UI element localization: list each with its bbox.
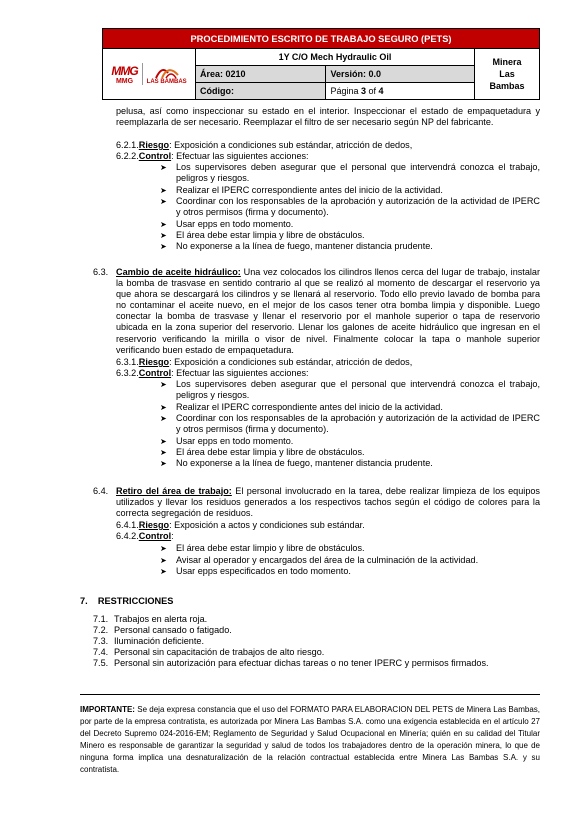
- arrow-bullet-icon: ➤: [160, 197, 167, 206]
- list-item-text: Realizar el IPERC correspondiente antes del inicio de la actividad.: [176, 185, 443, 195]
- riesgo-6-4-1: [116, 520, 365, 531]
- version-field: Versión: 0.0: [326, 66, 475, 83]
- arrow-bullet-icon: ➤: [160, 544, 167, 553]
- list-item-text: No exponerse a la línea de fuego, mantener distancia prudente.: [176, 458, 433, 468]
- control-label: Control: [138, 531, 172, 541]
- list-item-text: Coordinar con los responsables de la aprobación y autorización de la actividad de IPERC y otros permisos (firma y documento).: [176, 413, 540, 435]
- las-bambas-logo-text: LAS BAMBAS: [146, 79, 187, 85]
- arrow-bullet-icon: ➤: [160, 448, 167, 457]
- footer-divider: [80, 694, 540, 695]
- arrow-bullet-icon: ➤: [160, 567, 167, 576]
- restriction-text: Personal sin capacitación de trabajos de alto riesgo.: [114, 647, 325, 657]
- list-item-text: Usar epps en todo momento.: [176, 219, 294, 229]
- page-current: 3: [361, 86, 367, 96]
- arrow-bullet-icon: ➤: [160, 380, 167, 389]
- riesgo-number: 6.3.1.: [116, 357, 139, 367]
- mmg-logo-mark: MMG: [111, 63, 138, 78]
- area-field: Área: 0210: [196, 66, 326, 83]
- company-name-line2: Las: [499, 69, 515, 79]
- footer-notice: [80, 704, 540, 776]
- riesgo-6-2-1: [116, 140, 412, 151]
- riesgo-number: 6.4.1.: [116, 520, 139, 530]
- control-6-4-2: [116, 531, 174, 542]
- riesgo-text: : Exposición a condiciones sub estándar, atricción de dedos,: [169, 357, 413, 367]
- restriction-number: 7.5.: [93, 658, 109, 668]
- control-text: : Efectuar las siguientes acciones:: [171, 151, 309, 161]
- restriction-text: Iluminación deficiente.: [114, 636, 204, 646]
- list-item-text: No exponerse a la línea de fuego, mantener distancia prudente.: [176, 241, 433, 251]
- page-total: 4: [378, 86, 384, 96]
- section-6-4-paragraph: [116, 486, 540, 519]
- section-6-4-number: 6.4.: [93, 486, 109, 496]
- document-header: [102, 28, 540, 100]
- control-label: Control: [138, 368, 172, 378]
- footer-label: IMPORTANTE:: [80, 705, 135, 714]
- restriction-text: Personal cansado o fatigado.: [114, 625, 232, 635]
- arrow-bullet-icon: ➤: [160, 163, 167, 172]
- control-number: 6.2.2.: [116, 151, 139, 161]
- restriction-number: 7.4.: [93, 647, 109, 657]
- page-of: of: [366, 86, 379, 96]
- arrow-bullet-icon: ➤: [160, 231, 167, 240]
- arrow-bullet-icon: ➤: [160, 414, 167, 423]
- restriction-item: [93, 625, 232, 636]
- control-label: Control: [138, 151, 172, 161]
- codigo-field: Código:: [196, 83, 326, 100]
- restriction-text: Trabajos en alerta roja.: [114, 614, 208, 624]
- control-number: 6.3.2.: [116, 368, 139, 378]
- logo-cell: [103, 49, 196, 100]
- restriction-text: Personal sin autorización para efectuar dichas tareas o no tener IPERC y permisos firmados.: [114, 658, 489, 668]
- section-6-4-text: El personal involucrado en la tarea, debe realizar limpieza de los equipos utilizados y llevar los residuos generados a los respectivos tachos según el código de colores para la correcta segregación de residuos.: [116, 486, 540, 519]
- footer-text: Se deja expresa constancia que el uso del FORMATO PARA ELABORACION DEL PETS de Minera Las Bambas, por parte de la empresa contratista, es autorizada por Minera Las Bambas S.A. como una exigencia establecida en el artículo 27 del Decreto Supremo 024-2016-EM; Reglamento de Seguridad y Salud Ocupacional en Minería; quién en su calidad del Titular Minero es responsable de garantizar la seguridad y salud de todos los trabajadores dentro de la operación minera, lo que de ninguna forma implica una desnaturalización de la relación contractual establecida entre Minera Las Bambas S.A. y su contratista.: [80, 705, 540, 774]
- restriction-number: 7.3.: [93, 636, 109, 646]
- document-name: 1Y C/O Mech Hydraulic Oil: [196, 49, 475, 66]
- mmg-logo-text: MMG: [115, 77, 134, 85]
- list-item-text: Realizar el IPERC correspondiente antes del inicio de la actividad.: [176, 402, 443, 412]
- arrow-bullet-icon: ➤: [160, 403, 167, 412]
- arrow-bullet-icon: ➤: [160, 459, 167, 468]
- restriction-item: [93, 647, 324, 658]
- arrow-bullet-icon: ➤: [160, 437, 167, 446]
- list-item-text: Los supervisores deben asegurar que el personal que intervendrá conozca el trabajo, peligros y riesgos.: [176, 162, 540, 184]
- riesgo-text: : Exposición a actos y condiciones sub estándar.: [169, 520, 365, 530]
- section-6-3-title: Cambio de aceite hidráulico:: [116, 267, 241, 277]
- section-6-3-text: Una vez colocados los cilindros llenos cerca del lugar de trabajo, instalar la bomba de trasvase en sentido contrario al que se realizó al momento de descargar el reservorio ya que ahora se descargará los cilindros y se llenará al reservorio. Todo ello previo lavado de bomba para no contaminar el aceite nuevo, en el mejor de los casos tener otra bomba limpia y disponible. Luego conectar la bomba de trasvase y llenar el reservorio por el manhole superior o tapa de reservorio ubicada en la zona superior del reservorio. Llenar los galones de aceite hidráulico que ingresan en el reservorio verificando la mirilla o visor de nivel. Finalmente colocar la tapa o manhole superior verificando buen estado de empaquetadura.: [116, 267, 540, 355]
- riesgo-label: Riesgo: [138, 520, 170, 530]
- arrow-bullet-icon: ➤: [160, 242, 167, 251]
- arrow-bullet-icon: ➤: [160, 220, 167, 229]
- restriction-number: 7.1.: [93, 614, 109, 624]
- section-7-heading: 7. RESTRICCIONES: [80, 596, 174, 606]
- section-6-2-continuation: pelusa, así como inspeccionar su estado en el interior. Inspeccionar el estado de empaquetadura y reemplazarla de ser necesario. Reemplazar el filtro de ser necesario según NP del fabricante.: [116, 106, 540, 128]
- list-item-text: Avisar al operador y encargados del área de la culminación de la actividad.: [176, 555, 479, 565]
- company-name-line3: Bambas: [489, 81, 525, 91]
- section-7-title: [80, 596, 173, 607]
- list-item-text: El área debe estar limpia y libre de obstáculos.: [176, 447, 365, 457]
- restriction-item: [93, 636, 204, 647]
- control-number: 6.4.2.: [116, 531, 139, 541]
- arrow-bullet-icon: ➤: [160, 186, 167, 195]
- document-title: PROCEDIMIENTO ESCRITO DE TRABAJO SEGURO (PETS): [103, 29, 540, 49]
- restriction-item: [93, 658, 489, 669]
- list-item-text: Los supervisores deben asegurar que el personal que intervendrá conozca el trabajo, peligros y riesgos.: [176, 379, 540, 401]
- mountain-icon: [154, 63, 180, 79]
- riesgo-number: 6.2.1.: [116, 140, 139, 150]
- list-item-text: El área debe estar limpio y libre de obstáculos.: [176, 543, 365, 553]
- riesgo-label: Riesgo: [138, 140, 170, 150]
- company-name: [475, 49, 540, 100]
- las-bambas-logo: [142, 63, 187, 85]
- riesgo-text: : Exposición a condiciones sub estándar, atricción de dedos,: [169, 140, 413, 150]
- riesgo-6-3-1: [116, 357, 412, 368]
- company-name-line1: Minera: [492, 57, 522, 67]
- restriction-item: [93, 614, 207, 625]
- control-6-2-2: [116, 151, 309, 162]
- page-prefix: Página: [330, 86, 362, 96]
- mmg-logo: [111, 64, 137, 85]
- section-6-4-title: Retiro del área de trabajo:: [116, 486, 232, 496]
- control-text: :: [171, 531, 174, 541]
- list-item-text: Usar epps en todo momento.: [176, 436, 294, 446]
- riesgo-label: Riesgo: [138, 357, 170, 367]
- arrow-bullet-icon: ➤: [160, 556, 167, 565]
- section-6-3-number: 6.3.: [93, 267, 109, 277]
- control-text: : Efectuar las siguientes acciones:: [171, 368, 309, 378]
- list-item-text: Usar epps especificados en todo momento.: [176, 566, 351, 576]
- page-number: [326, 83, 475, 100]
- list-item-text: Coordinar con los responsables de la aprobación y autorización de la actividad de IPERC y otros permisos (firma y documento).: [176, 196, 540, 218]
- list-item-text: El área debe estar limpia y libre de obstáculos.: [176, 230, 365, 240]
- control-6-3-2: [116, 368, 309, 379]
- restriction-number: 7.2.: [93, 625, 109, 635]
- section-6-3-paragraph: [116, 267, 540, 356]
